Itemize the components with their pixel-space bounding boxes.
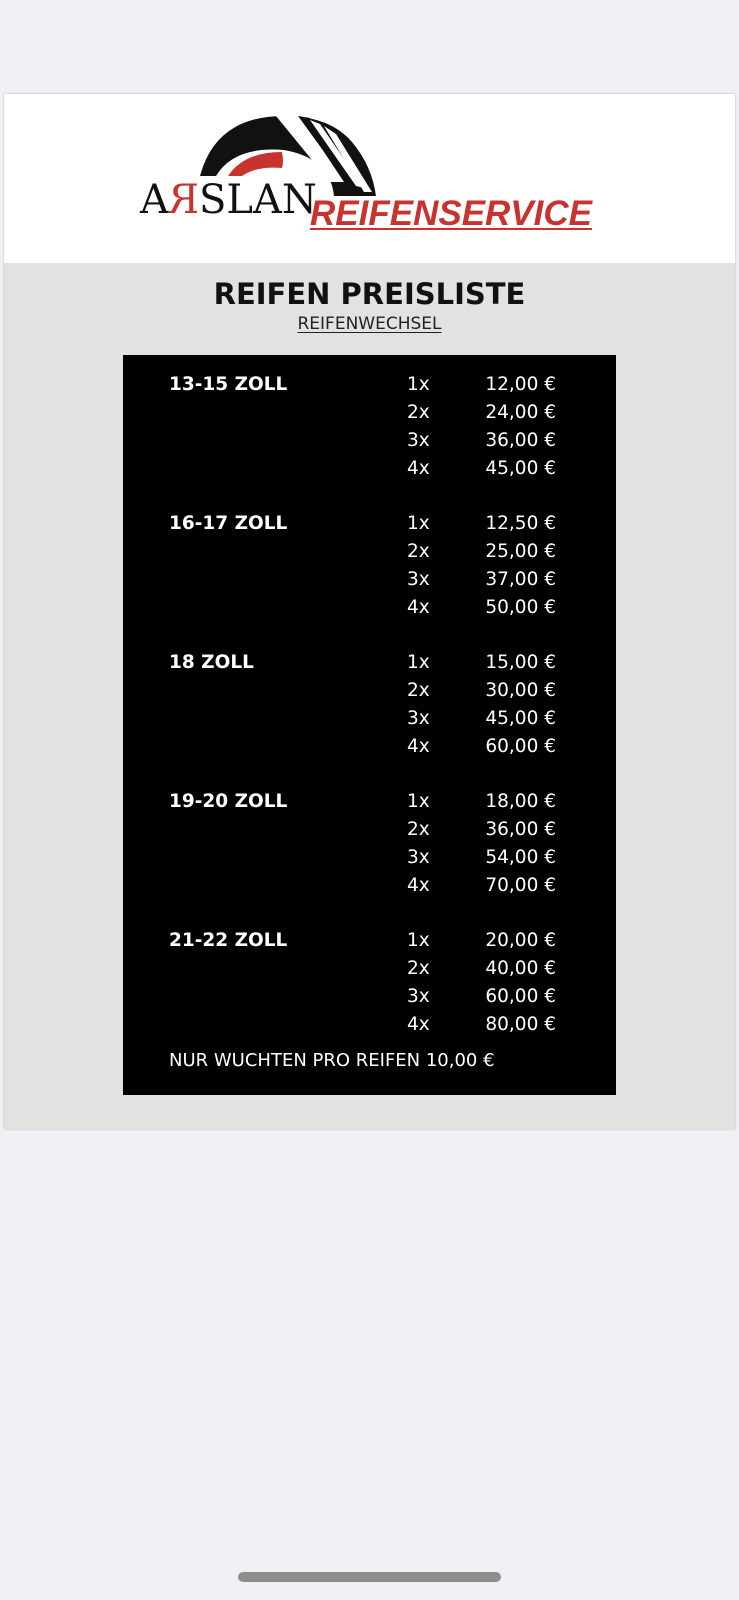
price: 60,00 € <box>485 736 556 757</box>
price: 50,00 € <box>485 597 556 618</box>
price: 54,00 € <box>485 847 556 868</box>
quantity: 1x <box>407 930 430 951</box>
quantity: 3x <box>407 847 430 868</box>
price: 12,00 € <box>485 374 556 395</box>
quantity: 2x <box>407 819 430 840</box>
price-group <box>123 510 616 622</box>
price: 18,00 € <box>485 791 556 812</box>
quantity: 2x <box>407 402 430 423</box>
quantity: 2x <box>407 958 430 979</box>
price: 80,00 € <box>485 1014 556 1035</box>
price-group <box>123 371 616 483</box>
quantity: 2x <box>407 541 430 562</box>
quantity: 1x <box>407 374 430 395</box>
brand-logo <box>134 112 614 252</box>
quantity: 1x <box>407 513 430 534</box>
price-group <box>123 788 616 900</box>
size-label: 16-17 ZOLL <box>169 513 288 534</box>
size-label: 19-20 ZOLL <box>169 791 288 812</box>
price-list-card <box>4 94 735 1129</box>
price: 40,00 € <box>485 958 556 979</box>
price: 45,00 € <box>485 458 556 479</box>
quantity: 4x <box>407 736 430 757</box>
page-subtitle: REIFENWECHSEL <box>297 314 442 334</box>
quantity: 3x <box>407 986 430 1007</box>
logo-header <box>4 94 735 263</box>
size-label: 21-22 ZOLL <box>169 930 288 951</box>
price-group <box>123 927 616 1039</box>
quantity: 3x <box>407 708 430 729</box>
price: 37,00 € <box>485 569 556 590</box>
quantity: 2x <box>407 680 430 701</box>
brand-name: ARSLAN <box>140 177 317 223</box>
price: 15,00 € <box>485 652 556 673</box>
price-group <box>123 649 616 761</box>
quantity: 1x <box>407 652 430 673</box>
page-title: REIFEN PREISLISTE <box>213 277 526 311</box>
quantity: 1x <box>407 791 430 812</box>
home-indicator[interactable] <box>238 1572 501 1582</box>
size-label: 18 ZOLL <box>169 652 254 673</box>
price: 20,00 € <box>485 930 556 951</box>
size-label: 13-15 ZOLL <box>169 374 288 395</box>
price-table <box>123 355 616 1095</box>
price: 24,00 € <box>485 402 556 423</box>
price: 36,00 € <box>485 430 556 451</box>
price: 60,00 € <box>485 986 556 1007</box>
balancing-note: NUR WUCHTEN PRO REIFEN 10,00 € <box>169 1050 495 1071</box>
price: 12,50 € <box>485 513 556 534</box>
price: 25,00 € <box>485 541 556 562</box>
quantity: 4x <box>407 458 430 479</box>
quantity: 3x <box>407 569 430 590</box>
price: 36,00 € <box>485 819 556 840</box>
quantity: 3x <box>407 430 430 451</box>
price: 70,00 € <box>485 875 556 896</box>
price: 45,00 € <box>485 708 556 729</box>
brand-subtitle: REIFENSERVICE <box>310 194 592 233</box>
price: 30,00 € <box>485 680 556 701</box>
quantity: 4x <box>407 875 430 896</box>
quantity: 4x <box>407 597 430 618</box>
quantity: 4x <box>407 1014 430 1035</box>
